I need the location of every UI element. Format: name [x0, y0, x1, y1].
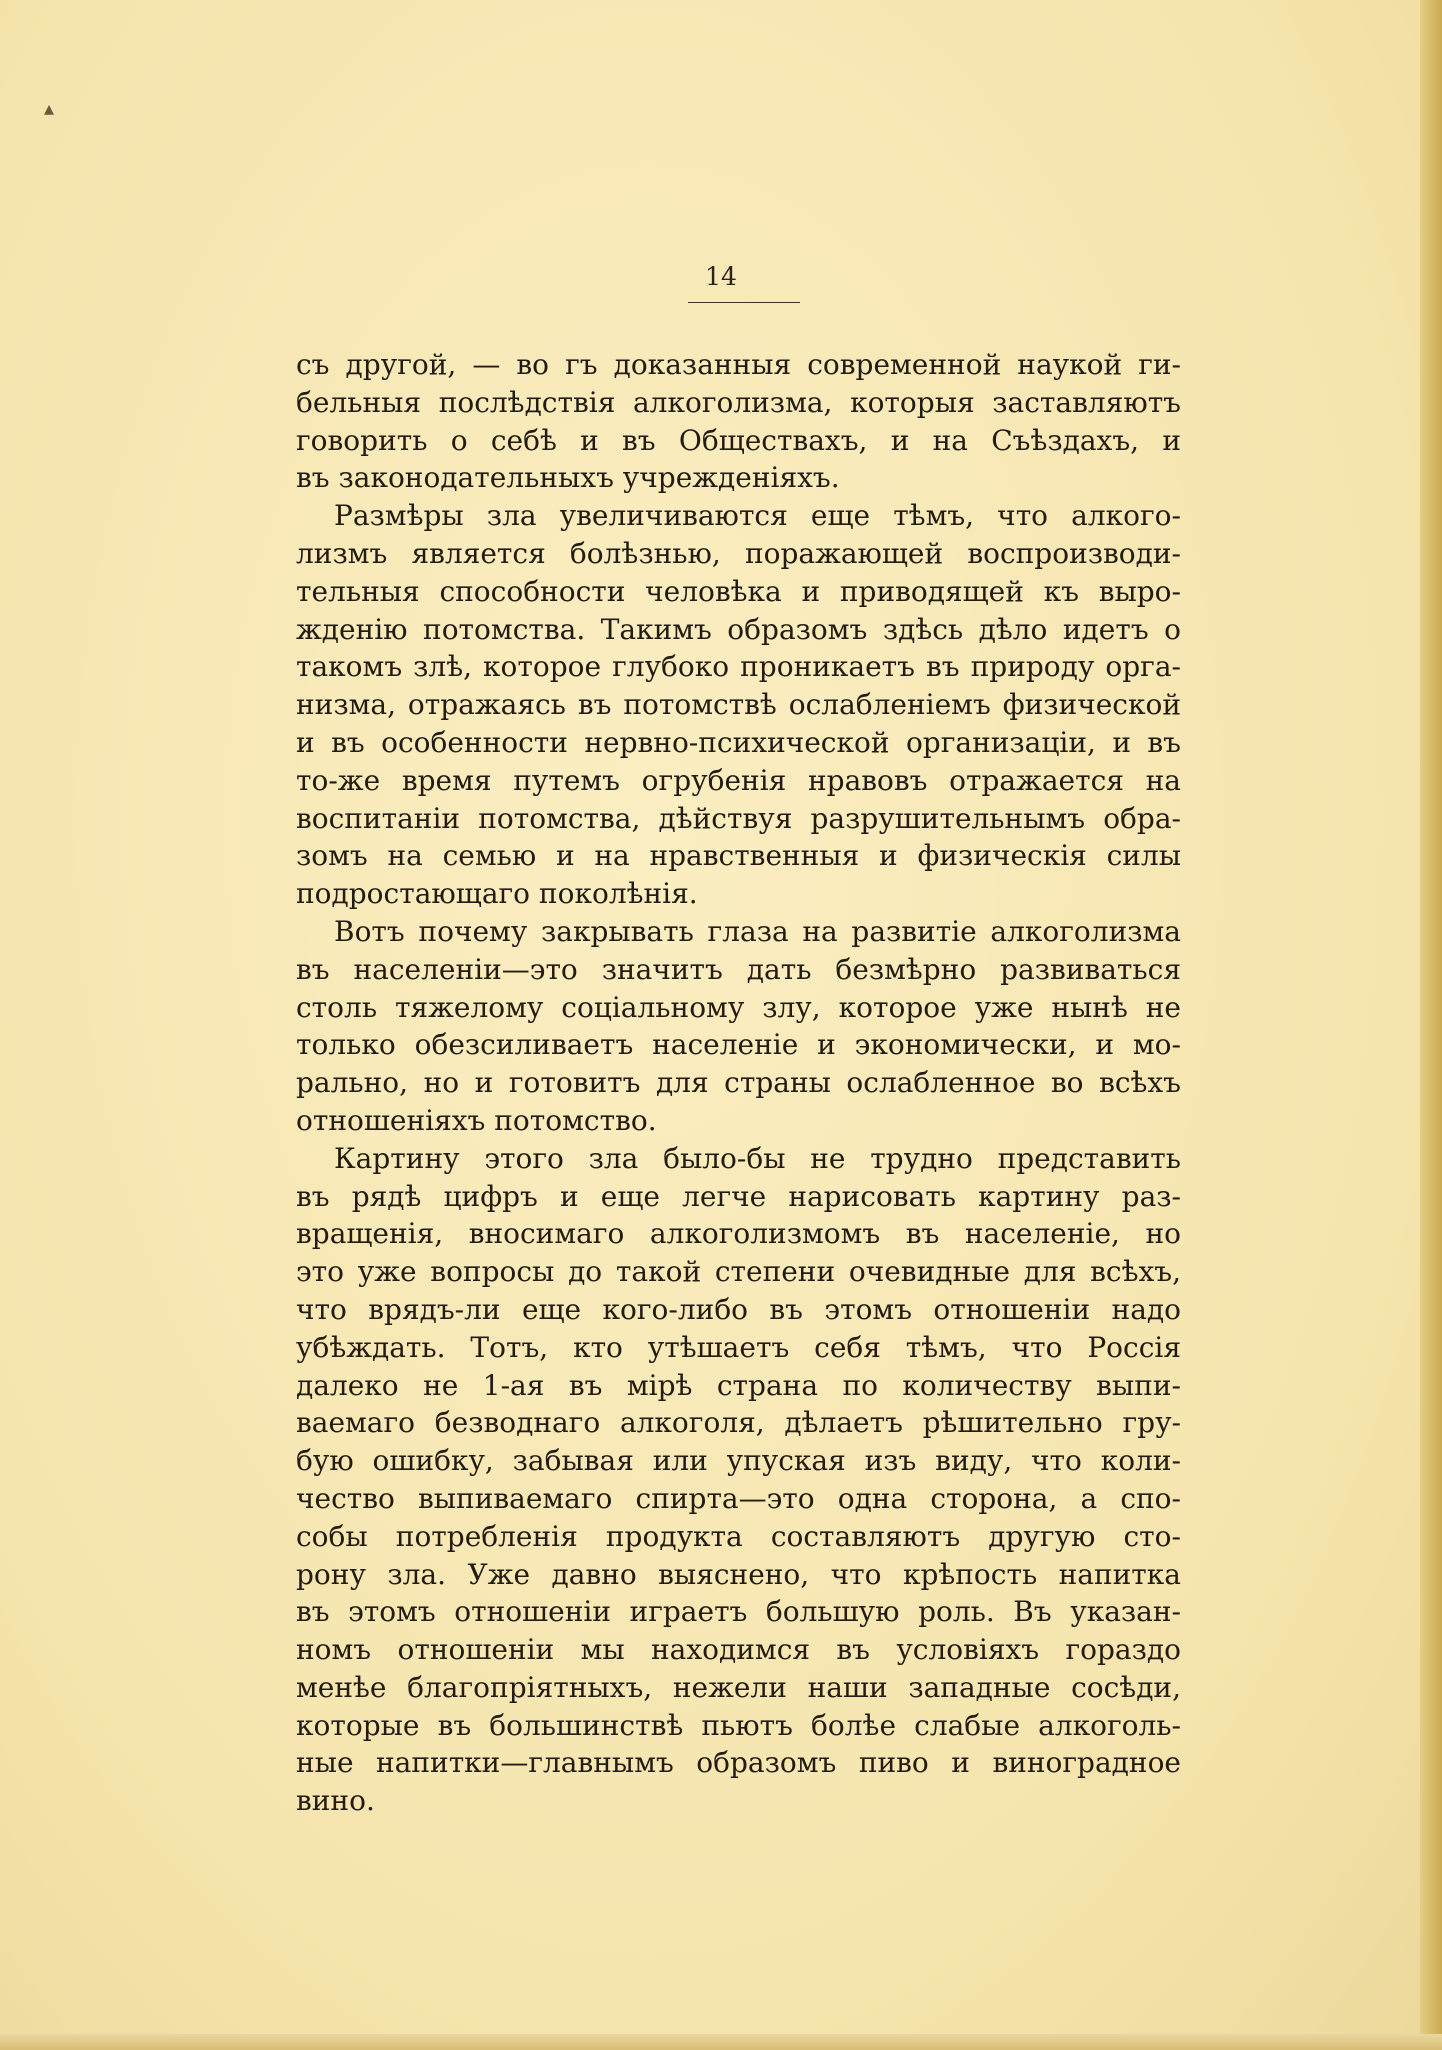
text-line: въ рядѣ цифръ и еще легче нарисовать картину раз- — [296, 1179, 1181, 1213]
text-line: въ населеніи—это значитъ дать безмѣрно развиваться — [296, 952, 1181, 986]
text-line: рально, но и готовитъ для страны ослабленное во всѣхъ — [296, 1066, 1181, 1100]
page-number-rule — [688, 302, 800, 303]
page-number: 14 — [705, 262, 737, 291]
text-line: номъ отношеніи мы находимся въ условіяхъ гораздо — [296, 1633, 1181, 1667]
text-line: столь тяжелому соціальному злу, которое уже нынѣ не — [296, 990, 1181, 1024]
text-line: менѣе благопріятныхъ, нежели наши западные сосѣди, — [296, 1670, 1181, 1704]
text-line: бую ошибку, забывая или упуская изъ виду, что коли- — [296, 1444, 1181, 1478]
text-line: зомъ на семью и на нравственныя и физическія силы — [296, 839, 1181, 873]
text-line: лизмъ является болѣзнью, поражающей воспроизводи- — [296, 536, 1181, 570]
text-line: Вотъ почему закрывать глаза на развитіе алкоголизма — [334, 914, 1181, 948]
text-line: то-же время путемъ огрубенія нравовъ отражается на — [296, 763, 1181, 797]
page-bottom-edge — [0, 2034, 1442, 2050]
text-line: чество выпиваемаго спирта—это одна сторона, а спо- — [296, 1481, 1181, 1515]
paragraph — [296, 346, 1181, 497]
text-line: подростающаго поколѣнія. — [296, 877, 698, 911]
text-line: ваемаго безводнаго алкоголя, дѣлаетъ рѣшительно гру- — [296, 1406, 1181, 1440]
text-line: такомъ злѣ, которое глубоко проникаетъ въ природу орга- — [296, 650, 1181, 684]
text-line: далеко не 1-ая въ мірѣ страна по количеству выпи- — [296, 1368, 1181, 1402]
text-line: бельныя послѣдствія алкоголизма, которыя заставляютъ — [296, 385, 1181, 419]
text-line: низма, отражаясь въ потомствѣ ослабленіемъ физической — [296, 688, 1181, 722]
text-line: вино. — [296, 1784, 375, 1818]
text-line: это уже вопросы до такой степени очевидные для всѣхъ, — [296, 1255, 1181, 1289]
paragraph — [296, 1140, 1181, 1820]
text-line: Размѣры зла увеличиваются еще тѣмъ, что алкого- — [334, 499, 1181, 533]
paragraph — [296, 497, 1181, 913]
text-line: съ другой, — во гъ доказанныя современной наукой ги- — [296, 348, 1181, 381]
text-line: тельныя способности человѣка и приводящей къ выро- — [296, 574, 1181, 608]
text-line: говорить о себѣ и въ Обществахъ, и на Съѣздахъ, и — [296, 423, 1181, 457]
paragraph — [296, 913, 1181, 1140]
text-line: что врядъ-ли еще кого-либо въ этомъ отношеніи надо — [296, 1292, 1181, 1326]
text-line: жденію потомства. Такимъ образомъ здѣсь дѣло идетъ о — [296, 612, 1181, 646]
body-text — [296, 346, 1181, 1820]
text-line: вращенія, вносимаго алкоголизмомъ въ населеніе, но — [296, 1217, 1181, 1251]
text-line: отношеніяхъ потомство. — [296, 1103, 657, 1137]
ink-speck: ▴ — [44, 96, 55, 120]
text-line: только обезсиливаетъ населеніе и экономически, и мо- — [296, 1028, 1181, 1062]
text-line: рону зла. Уже давно выяснено, что крѣпость напитка — [296, 1557, 1181, 1591]
text-line: убѣждать. Тотъ, кто утѣшаетъ себя тѣмъ, что Россія — [296, 1330, 1181, 1364]
text-line: собы потребленія продукта составляютъ другую сто- — [296, 1519, 1181, 1553]
text-line: Картину этого зла было-бы не трудно представить — [334, 1141, 1181, 1175]
text-line: въ законодательныхъ учрежденіяхъ. — [296, 461, 840, 495]
text-line: и въ особенности нервно-психической организаціи, и въ — [296, 725, 1181, 759]
text-line: которые въ большинствѣ пьютъ болѣе слабые алкоголь- — [296, 1708, 1181, 1742]
text-line: въ этомъ отношеніи играетъ большую роль. Въ указан- — [296, 1595, 1181, 1629]
page-right-edge — [1420, 0, 1442, 2050]
text-line: воспитаніи потомства, дѣйствуя разрушительнымъ обра- — [296, 801, 1181, 835]
text-line: ные напитки—главнымъ образомъ пиво и виноградное — [296, 1746, 1181, 1780]
